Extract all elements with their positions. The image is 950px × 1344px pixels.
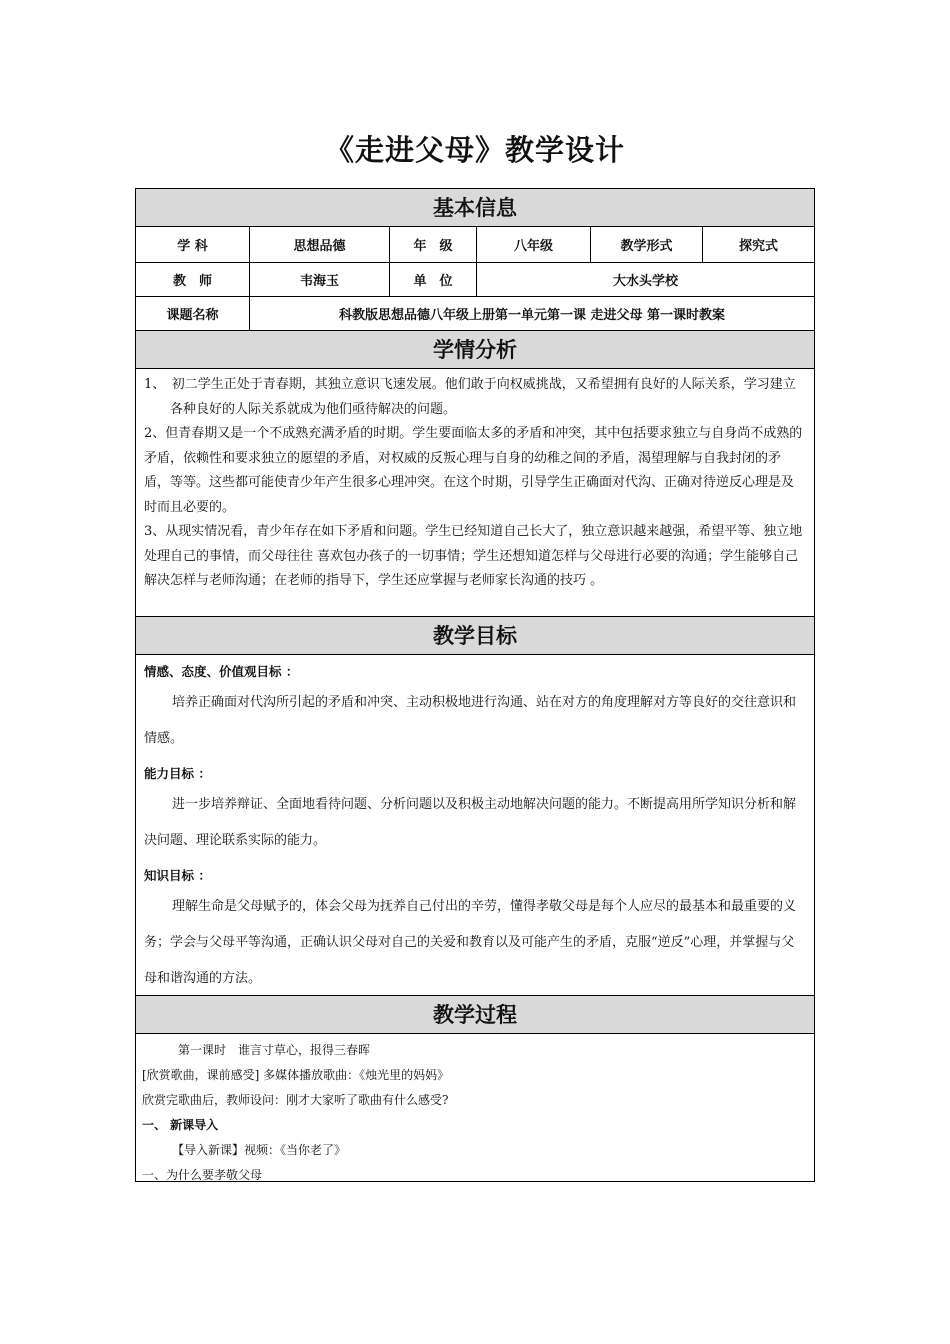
lesson-plan-table [135, 188, 815, 1182]
info-row-topic [136, 297, 814, 331]
process-content [136, 1034, 814, 1181]
info-row-teacher [136, 263, 814, 297]
analysis-paragraph-2: 2、但青春期又是一个不成熟充满矛盾的时期。学生要面临太多的矛盾和冲突，其中包括要求独立与自身尚不成熟的矛盾，依赖性和要求独立的愿望的矛盾，对权威的反叛心理与自身的幼稚之间的矛盾，渴望理解与自我封闭的矛盾，等等。这些都可能使青少年产生很多心理冲突。在这个时期，引导学生正确面对代沟、正确对待逆反心理是及时而且必要的。 [144, 426, 803, 515]
knowledge-goal-text: 理解生命是父母赋予的，体会父母为抚养自己付出的辛劳，懂得孝敬父母是每个人应尽的最基本和最重要的义务；学会与父母平等沟通，正确认识父母对自己的关爱和教育以及可能产生的矛盾，克服“逆反”心理，并掌握与父母和谐沟通的方法。 [144, 899, 797, 986]
analysis-content [136, 369, 814, 617]
info-row-subject [136, 227, 814, 263]
emotion-goal-text: 培养正确面对代沟所引起的矛盾和冲突、主动积极地进行沟通、站在对方的角度理解对方等良好的交往意识和情感。 [144, 695, 797, 746]
process-line: 欣赏完歌曲后，教师设问：刚才大家听了歌曲有什么感受? [142, 1093, 449, 1107]
analysis-paragraph-3: 3、从现实情况看，青少年存在如下矛盾和问题。学生已经知道自己长大了，独立意识越来越强，希望平等、独立地处理自己的事情，而父母往往 喜欢包办孩子的一切事情；学生还想知道怎样与父母进行必要的沟通；学生能够自己解决怎样与老师沟通；在老师的指导下，学生还应掌握与老师家长沟通的技巧 。 [144, 524, 803, 588]
process-line: [欣赏歌曲，课前感受] 多媒体播放歌曲：《烛光里的妈妈》 [142, 1068, 450, 1082]
topic-value: 科教版思想品德八年级上册第一单元第一课 走进父母 第一课时教案 [338, 308, 726, 323]
teaching-form-value: 探究式 [738, 239, 778, 254]
subject-value: 思想品德 [250, 227, 390, 262]
process-line: 【导入新课】视频：《当你老了》 [142, 1143, 347, 1157]
subject-label: 学 科 [136, 227, 250, 262]
section-header-analysis: 学情分析 [136, 331, 814, 369]
topic-label: 课题名称 [136, 297, 250, 330]
teacher-label: 教 师 [136, 263, 250, 296]
section-header-process: 教学过程 [136, 996, 814, 1034]
process-line: 第一课时 谁言寸草心，报得三春晖 [142, 1043, 371, 1057]
unit-label: 单 位 [390, 263, 477, 296]
ability-goal-text: 进一步培养辩证、全面地看待问题、分析问题以及积极主动地解决问题的能力。不断提高用所学知识分析和解决问题、理论联系实际的能力。 [144, 797, 797, 848]
teacher-value: 韦海玉 [250, 263, 390, 296]
grade-value: 八年级 [477, 227, 591, 262]
emotion-goal-heading: 情感、态度、价值观目标 ： [144, 664, 299, 679]
teaching-form-label: 教学形式 [591, 227, 703, 262]
goals-content [136, 655, 814, 996]
process-line: 一、为什么要孝敬父母 [142, 1168, 263, 1182]
analysis-paragraph-1: 1、 初二学生正处于青春期，其独立意识飞速发展。他们敢于向权威挑战，又希望拥有良好的人际关系，学习建立各种良好的人际关系就成为他们亟待解决的问题。 [144, 377, 796, 417]
section-header-goals: 教学目标 [136, 617, 814, 655]
ability-goal-heading: 能力目标 ： [144, 766, 211, 781]
section-header-basic-info: 基本信息 [136, 189, 814, 227]
knowledge-goal-heading: 知识目标 ： [144, 868, 211, 883]
process-heading: 一、 新课导入 [142, 1118, 219, 1132]
grade-label: 年 级 [390, 227, 477, 262]
document-title: 《走进父母》教学设计 [324, 133, 625, 167]
unit-value: 大水头学校 [612, 274, 678, 289]
